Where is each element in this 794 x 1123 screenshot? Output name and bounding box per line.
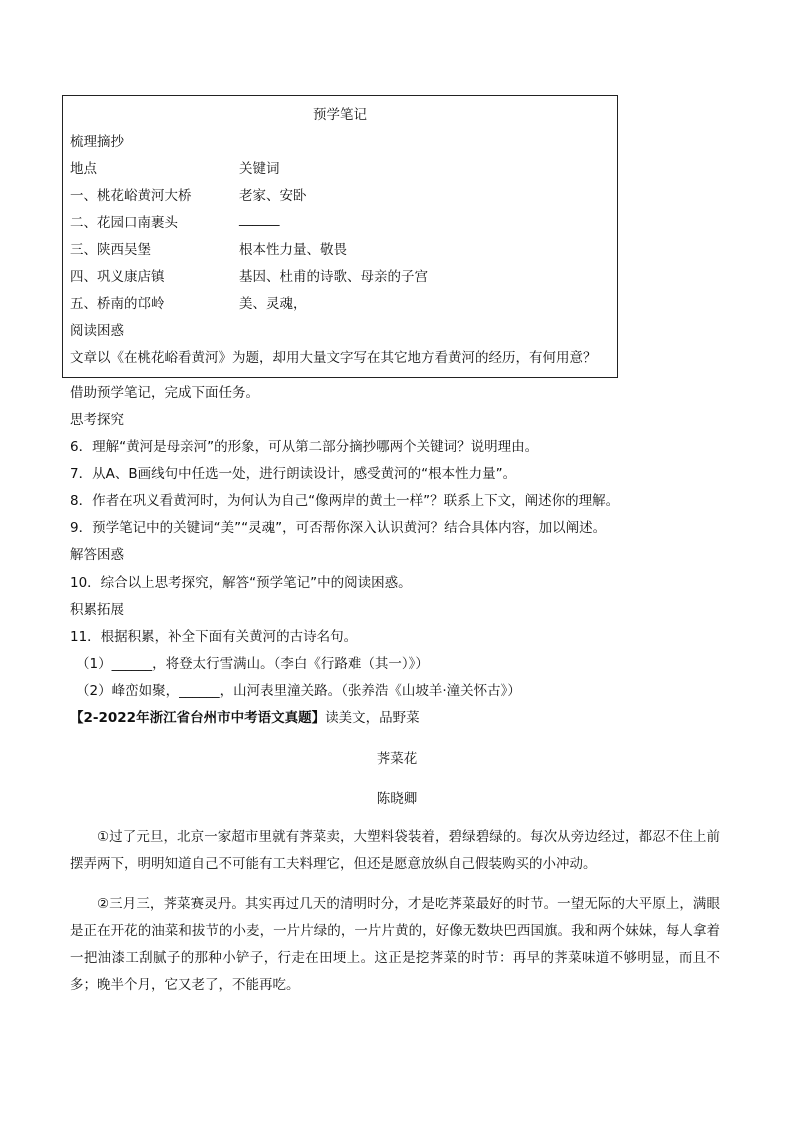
exam-source (70, 706, 420, 726)
question-10: 10．综合以上思考探究，解答“预学笔记”中的阅读困惑。 (70, 575, 412, 591)
question-11-2: （2）峰峦如聚，______，山河表里潼关路。（张养浩《山坡羊·潼关怀古》） (76, 683, 521, 699)
notes-keyword: 老家、安卧 (239, 188, 307, 204)
notes-place: 二、花园口南裹头 (70, 215, 178, 231)
preview-notes-box (62, 95, 618, 378)
question-9: 9．预学笔记中的关键词“美”“灵魂”，可否帮你深入认识黄河？结合具体内容，加以阐述。 (70, 520, 607, 536)
heading-thinking: 思考探究 (70, 412, 124, 428)
tasks-intro: 借助预学笔记，完成下面任务。 (70, 385, 259, 401)
notes-header-row (70, 157, 617, 177)
column-keyword-header: 关键词 (239, 161, 280, 177)
article-author: 陈晓卿 (376, 791, 418, 807)
notes-place: 五、桥南的邙岭 (70, 296, 165, 312)
exam-instruction: 读美文，品野菜 (325, 710, 420, 726)
notes-section-confusion: 阅读困惑 (70, 323, 124, 339)
exam-source-label: 【2-2022年浙江省台州市中考语文真题】 (70, 710, 326, 726)
article-paragraph-1: ①过了元旦，北京一家超市里就有荠菜卖，大塑料袋装着，碧绿碧绿的。每次从旁边经过，都忍不住上前摆弄两下，明明知道自己不可能有工夫料理它，但还是愿意放纵自己假装购买的小冲动。 (70, 829, 720, 872)
heading-answer: 解答困惑 (70, 547, 124, 563)
notes-place: 四、巩义康店镇 (70, 269, 165, 285)
column-place-header: 地点 (70, 161, 97, 177)
notes-keyword: 美、灵魂， (239, 296, 307, 312)
article-paragraph-2: ②三月三，荠菜赛灵丹。其实再过几天的清明时分，才是吃荠菜最好的时节。一望无际的大平原上，满眼是正在开花的油菜和拔节的小麦，一片片绿的，一片片黄的，好像无数块巴西国旗。我和两个妹妹，每人拿着一把油漆工刮腻子的那种小铲子，行走在田埂上。这正是挖荠菜的时节：再早的荠菜味道不够明显，而且不多；晚半个月，它又老了，不能再吃。 (70, 896, 720, 993)
notes-title: 预学笔记 (313, 107, 367, 123)
question-8: 8．作者在巩义看黄河时，为何认为自己“像两岸的黄土一样”？联系上下文，阐述你的理解。 (70, 493, 620, 509)
notes-question: 文章以《在桃花峪看黄河》为题，却用大量文字写在其它地方看黄河的经历，有何用意？ (70, 350, 597, 366)
question-6: 6．理解“黄河是母亲河”的形象，可从第二部分摘抄哪两个关键词？说明理由。 (70, 439, 539, 455)
notes-row (70, 211, 617, 231)
notes-place: 一、桃花峪黄河大桥 (70, 188, 192, 204)
notes-row (70, 184, 617, 204)
article-title: 荠菜花 (376, 751, 418, 767)
heading-accumulate: 积累拓展 (70, 602, 124, 618)
notes-section-summary: 梳理摘抄 (70, 134, 124, 150)
question-11-1: （1）______，将登太行雪满山。（李白《行路难（其一）》） (76, 656, 429, 672)
question-11: 11．根据积累，补全下面有关黄河的古诗名句。 (70, 629, 358, 645)
notes-place: 三、陕西吴堡 (70, 242, 151, 258)
notes-keyword: 基因、杜甫的诗歌、母亲的子宫 (239, 269, 428, 285)
notes-row (70, 238, 617, 258)
notes-row (70, 292, 617, 312)
question-7: 7．从A、B画线句中任选一处，进行朗读设计，感受黄河的“根本性力量”。 (70, 466, 517, 482)
notes-row (70, 265, 617, 285)
notes-keyword-blank: ______ (239, 211, 280, 227)
notes-keyword: 根本性力量、敬畏 (239, 242, 347, 258)
